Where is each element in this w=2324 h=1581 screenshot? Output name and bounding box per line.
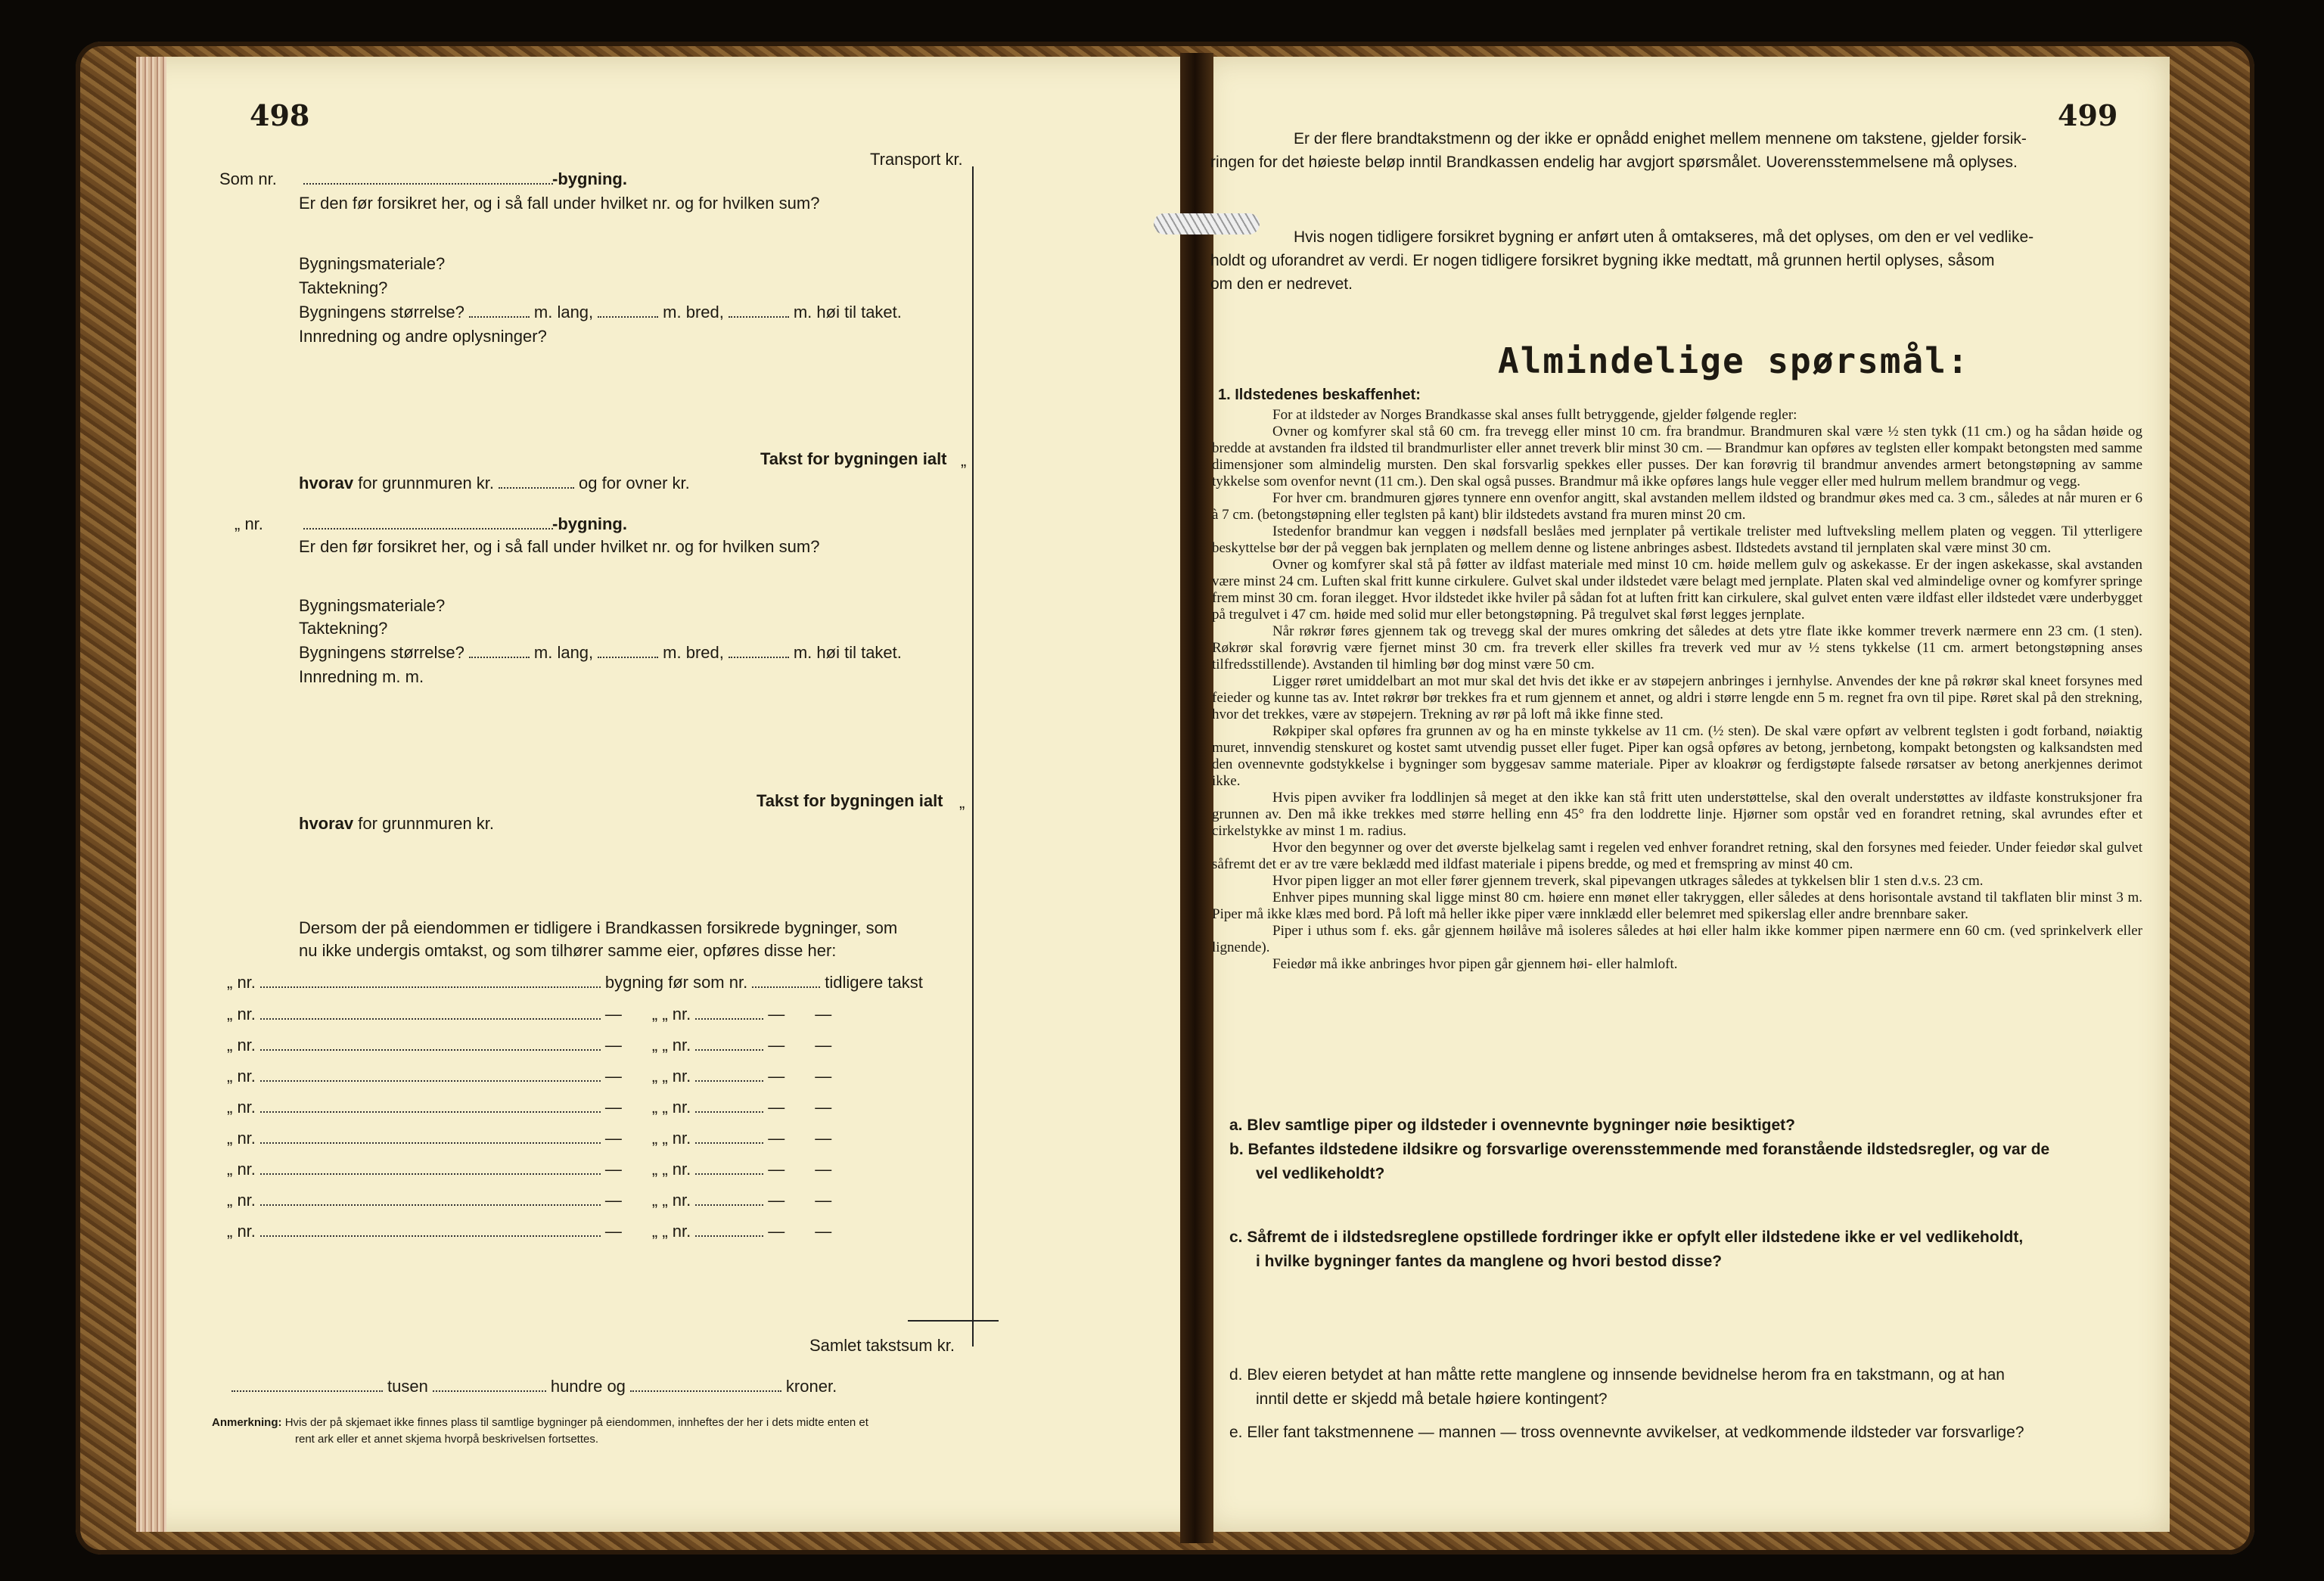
takst-ialt-label-2: Takst for bygningen ialt: [757, 791, 943, 810]
prior-row-label: „ nr.: [227, 1036, 256, 1055]
quote-mark-2: „: [959, 793, 965, 812]
intro-line-1: Er der flere brandtakstmenn og der ikke er opnådd enighet mellem mennene om takstene, gjelder forsik-: [1294, 130, 2027, 148]
innredning-label-2: Innredning m. m.: [299, 667, 424, 686]
prior-row-dash-2: —: [768, 1191, 785, 1210]
m-hoi-label-2: m. høi til taket.: [793, 643, 902, 662]
grunnmuren-label-2: for grunnmuren kr.: [358, 814, 495, 833]
rule-paragraph: Piper i uthus som f. eks. går gjennem høilåve må isoleres således at høi eller halm ikke kommer pipen nærmere enn 60 cm. (ved sprinkelverk eller lignende).: [1212, 923, 2142, 955]
prior-row: [227, 1161, 831, 1178]
prior-row-dash: —: [604, 1067, 622, 1086]
rule-paragraph: Røkpiper skal opføres fra grunnen av og ha en minste tykkelse av 11 cm. (½ sten). De skal være opført av velbrent teglsten i godt forband, nøiaktig muret, innvendig stenskuret og kostet samt utvendig pusset eller fuget. Piper kan også opføres av betong, jernbetong, kompakt betongsten og kalksandsten med den ovennevnte godstykkelse i bygninger som byggesav samme materiale. Piper av kloakrør og ferdigstøpte falsede rørsatser av betong anerkjennes derimot ikke.: [1212, 723, 2142, 789]
transport-label: Transport kr.: [870, 150, 963, 169]
rule-paragraph: Hvor den begynner og over det øverste bjelkelag samt i regelen ved enhver forandret retning, skal den forsynes med feieder. Under feiedør skal gulvet såfremt det er av tre være beklædd med ildfast materiale i pipens bredde, og med et fremspring av minst 40 cm.: [1212, 840, 2142, 872]
storrelse-label: Bygningens størrelse?: [299, 303, 464, 321]
section-1-title: 1. Ildstedenes beskaffenhet:: [1218, 387, 1421, 403]
hvorav-row-2: [299, 815, 494, 832]
quote-mark: „: [961, 451, 967, 470]
prior-row-nr: nr.: [672, 1191, 691, 1210]
m-lang-label: m. lang,: [533, 303, 594, 321]
question-c-1: c. Såfremt de i ildstedsreglene opstillede fordringer ikke er opfylt eller ildstedene ikke er vel vedlikeholdt,: [1229, 1228, 2024, 1246]
question-b-2: vel vedlikeholdt?: [1256, 1165, 1385, 1182]
prior-row-dash-3: —: [815, 1222, 832, 1241]
question-e: e. Eller fant takstmennene — mannen — tross ovennevnte avvikelser, at vedkommende ildsteder var forsvarlige?: [1229, 1424, 2024, 1441]
kroner-label: kroner.: [785, 1377, 837, 1396]
prior-row-label: „ nr.: [227, 1160, 256, 1179]
prior-row-nr: nr.: [672, 1036, 691, 1055]
intro-line-2: ringen for det høieste beløp inntil Brandkassen endelig har avgjort spørsmålet. Uoverensstemmelsene må oplyses.: [1210, 154, 2018, 171]
storrelse-label-2: Bygningens størrelse?: [299, 643, 464, 662]
m-bred-label: m. bred,: [663, 303, 724, 321]
prior-row-quotes: „ „: [651, 1005, 668, 1023]
prior-row: [227, 1130, 831, 1147]
forsikret-question-2: Er den før forsikret her, og i så fall under hvilket nr. og for hvilken sum?: [299, 537, 820, 556]
prior-row-dash-2: —: [768, 1129, 785, 1148]
prior-row-label: „ nr.: [227, 1098, 256, 1117]
hvorav-row: [299, 475, 690, 492]
prior-row: [227, 1192, 831, 1209]
prior-row-dash-3: —: [815, 1191, 832, 1210]
prior-row-dash-3: —: [815, 1129, 832, 1148]
rule-paragraph: Hvor pipen ligger an mot eller fører gjennem treverk, skal pipevangen utkrages således at tykkelsen blir 1 sten d.v.s. 23 cm.: [1272, 873, 1984, 889]
taktekning-label-2: Taktekning?: [299, 619, 388, 638]
materiale-label: Bygningsmateriale?: [299, 254, 446, 273]
prior-row-nr: nr.: [672, 1222, 691, 1241]
question-d-2: inntil dette er skjedd må betale høiere kontingent?: [1256, 1390, 1608, 1408]
dots-line-2: [299, 516, 558, 533]
taktekning-label: Taktekning?: [299, 278, 388, 297]
prior-row-label: „ nr.: [227, 1222, 256, 1241]
rule-paragraph: Ovner og komfyrer skal stå 60 cm. fra trevegg eller minst 10 cm. fra brandmur. Brandmuren skal være ½ sten tykk (11 cm.) og ha sådan høide og bredde at avstanden fra ildsted til brandmurlister eller annet treverk blir minst 30 cm. — Brandmur kan opføres av teglsten eller kompakt betongsten med samme dimensjoner som almindelig mursten. Den skal forsvarlig spekkes eller pusses. Der kan forøvrig til brandmur anvendes armert betongstøpning av samme tykkelse som ovenfor nevnt (11 cm.). Den skal også pusses. Brandmur må ikke opføres langs hule vegger eller med hulrum mellem brandmur og vegg.: [1212, 424, 2142, 489]
prior-row-nr: nr.: [672, 1067, 691, 1086]
rule-paragraph: Enhver pipes munning skal ligge minst 80 cm. høiere enn mønet eller takryggen, eller således at dens horisontale avstand til takflaten blir minst 3 m. Piper må ikke klæs med bord. På loft må heller ikke piper være innklædd eller belemret med spikerslag eller andre brennbare saker.: [1212, 890, 2142, 922]
storrelse-row: [299, 304, 902, 321]
dersom-line-1: Dersom der på eiendommen er tidligere i Brandkassen forsikrede bygninger, som: [299, 918, 898, 937]
page-edges: [136, 57, 166, 1532]
prior-row-nr: nr.: [672, 1005, 691, 1023]
prior-row-dash-2: —: [768, 1036, 785, 1055]
prior-row: [227, 1223, 831, 1240]
prior-row-dash: —: [604, 1160, 622, 1179]
hvis-line-3: om den er nedrevet.: [1210, 275, 1353, 293]
page-number-left: 498: [250, 98, 310, 132]
prior-row-quotes: „ „: [651, 1067, 668, 1086]
rule-paragraph: Feiedør må ikke anbringes hvor pipen går gjennem høi- eller halmloft.: [1272, 956, 1678, 972]
prior-row-nr: nr.: [672, 1160, 691, 1179]
prior-row-label: „ nr.: [227, 1067, 256, 1086]
som-nr-label: Som nr.: [219, 169, 277, 188]
anmerkning-block: [212, 1415, 1105, 1448]
prior-row-first: [227, 974, 923, 991]
innredning-label: Innredning og andre oplysninger?: [299, 327, 547, 346]
question-a: a. Blev samtlige piper og ildsteder i ovennevnte bygninger nøie besiktiget?: [1229, 1117, 1796, 1134]
prior-row-dash-3: —: [815, 1160, 832, 1179]
rule-paragraph: Ligger røret umiddelbart an mot mur skal det hvis det ikke er av støpejern anbringes i jernhylse. Anvendes der kne på røkrør skal kneet forsynes med feieder og kunne tas av. Intet røkrør bør trekkes fra et rum gjennem et annet, og aldri i større lengde enn 5 m. regnet fra ovn til pipe. Røret skal på den strekning, hvor det trekkes, være av støpejern. Trekning av rør på loft må ikke finne sted.: [1212, 673, 2142, 722]
prior-row-dash-3: —: [815, 1067, 832, 1086]
prior-row-dash-2: —: [768, 1098, 785, 1117]
prior-row-dash-3: —: [815, 1005, 832, 1023]
rule-paragraph: For at ildsteder av Norges Brandkasse skal anses fullt betryggende, gjelder følgende regler:: [1272, 407, 1797, 423]
dots-line: [299, 171, 558, 188]
prior-row-prefix: „ nr.: [227, 973, 256, 992]
sum-line: [908, 1320, 999, 1322]
intro-block: [1210, 127, 2148, 174]
prior-row-dash-3: —: [815, 1098, 832, 1117]
prior-row-quotes: „ „: [651, 1036, 668, 1055]
prior-row-dash: —: [604, 1222, 622, 1241]
question-b-1: b. Befantes ildstedene ildsikre og forsvarlige overensstemmende med foranstående ildstedsregler, og var de: [1229, 1141, 2050, 1158]
prior-row-label: „ nr.: [227, 1191, 256, 1210]
prior-row: [227, 1037, 831, 1054]
hvis-line-2: holdt og uforandret av verdi. Er nogen tidligere forsikret bygning ikke medtatt, må grunnen hertil oplyses, såsom: [1210, 252, 1995, 269]
m-bred-label-2: m. bred,: [663, 643, 724, 662]
prior-row-label: „ nr.: [227, 1129, 256, 1148]
prior-row-quotes: „ „: [651, 1129, 668, 1148]
anmerkning-text-1: Hvis der på skjemaet ikke finnes plass til samtlige bygninger på eiendommen, innheftes der her i dets midte enten et: [284, 1416, 868, 1429]
hvorav-label: hvorav: [299, 474, 354, 492]
prior-row-bygning: bygning før som nr.: [604, 973, 748, 992]
dersom-line-2: nu ikke undergis omtakst, og som tilhører samme eier, opføres disse her:: [299, 941, 837, 960]
hvis-line-1: Hvis nogen tidligere forsikret bygning er anført uten å omtakseres, må det oplyses, om den er vel vedlike-: [1294, 228, 2034, 246]
prior-row-dash-2: —: [768, 1067, 785, 1086]
hvorav-label-2: hvorav: [299, 814, 354, 833]
tusen-row: [227, 1378, 837, 1395]
prior-row-tidligere: tidligere takst: [825, 973, 923, 992]
prior-row-dash-3: —: [815, 1036, 832, 1055]
prior-row-label: „ nr.: [227, 1005, 256, 1023]
amount-column-line: [972, 166, 974, 1346]
question-d-1: d. Blev eieren betydet at han måtte rette manglene og innsende bevidnelse herom fra en takstmann, og at han: [1229, 1366, 2005, 1384]
prior-row-dash-2: —: [768, 1222, 785, 1241]
materiale-label-2: Bygningsmateriale?: [299, 596, 446, 615]
bygning-label: -bygning.: [552, 169, 627, 188]
prior-row: [227, 1099, 831, 1116]
question-c-2: i hvilke bygninger fantes da manglene og hvori bestod disse?: [1256, 1253, 1723, 1270]
prior-row-nr: nr.: [672, 1098, 691, 1117]
prior-row-quotes: „ „: [651, 1160, 668, 1179]
samlet-label: Samlet takstsum kr.: [809, 1336, 955, 1355]
bygning2-label: -bygning.: [552, 514, 627, 533]
prior-row-dash-2: —: [768, 1005, 785, 1023]
rule-paragraph: Hvis pipen avviker fra loddlinjen så meget at den ikke kan stå fritt uten understøttelse, skal den overalt understøttes av ildfaste konstruksjoner fra grunnen av. Den må ikke trekkes med større helling enn 45° fra den loddrette linje. Hjørner som opstår ved en forandret retning, skal avrundes efter et cirkelstykke av minst 1 m. radius.: [1212, 790, 2142, 839]
page-number-right: 499: [2058, 98, 2118, 132]
anmerkning-label: Anmerkning:: [212, 1416, 282, 1429]
rule-paragraph: Når røkrør føres gjennem tak og trevegg skal der mures omkring det således at dets ytre flate ikke kommer treverk nærmere enn 23 cm. (1 sten). Røkrør skal forøvrig være fjernet minst 30 cm. fra treverk eller skilles fra treverk ved mur av ½ stens tykkelse (11 cm. armert betongstøpning anses tilfredsstillende). Avstanden til himling bør dog minst være 50 cm.: [1212, 623, 2142, 672]
prior-row: [227, 1068, 831, 1085]
prior-row-quotes: „ „: [651, 1222, 668, 1241]
prior-row: [227, 1006, 831, 1023]
prior-row-dash-2: —: [768, 1160, 785, 1179]
takst-ialt-label: Takst for bygningen ialt: [760, 449, 947, 468]
anmerkning-text-2: rent ark eller et annet skjema hvorpå beskrivelsen fortsettes.: [295, 1433, 599, 1446]
rule-paragraph: For hver cm. brandmuren gjøres tynnere enn ovenfor angitt, skal avstanden mellem ildsted og brandmur økes med ca. 3 cm., således at når muren er 6 à 7 cm. (betongstøpning eller teglsten på kant) blir ildstedets avstand fra muren minst 20 cm.: [1212, 490, 2142, 523]
section-heading: Almindelige spørsmål:: [1498, 340, 1970, 381]
prior-row-dash: —: [604, 1005, 622, 1023]
forsikret-question: Er den før forsikret her, og i så fall under hvilket nr. og for hvilken sum?: [299, 194, 820, 213]
prior-row-dash: —: [604, 1191, 622, 1210]
hundre-label: hundre og: [550, 1377, 626, 1396]
m-lang-label-2: m. lang,: [533, 643, 594, 662]
m-hoi-label: m. høi til taket.: [793, 303, 902, 321]
hvis-block: [1210, 225, 2148, 296]
book-gutter: [1180, 53, 1213, 1543]
rules-block: [1212, 407, 2142, 973]
storrelse-row-2: [299, 645, 902, 661]
tusen-label: tusen: [387, 1377, 428, 1396]
prior-row-quotes: „ „: [651, 1098, 668, 1117]
rule-paragraph: Istedenfor brandmur kan veggen i nødsfall beslåes med jernplater på vertikale trelister med luftveksling mellem platen og veggen. Til ytterligere beskyttelse bør der på veggen bak jernplaten og mellem denne og listene anbringes asbest. Ildstedets avstand til jernplaten skal være minst 30 cm.: [1212, 523, 2142, 556]
prior-row-nr: nr.: [672, 1129, 691, 1148]
prior-row-dash: —: [604, 1129, 622, 1148]
rule-paragraph: Ovner og komfyrer skal stå på føtter av ildfast materiale med minst 10 cm. høide mellem gulv og askekasse. Er der ingen askekasse, skal avstanden være minst 24 cm. Luften skal fritt kunne cirkulere. Gulvet skal under ildstedet være belagt med jernplate. Platen skal ved almindelige ovner og komfyrer springe frem minst 30 cm. foran ilegget. Hvor ildstedet ikke hviler på sådan fot at luften fritt kan cirkulere, skal gulvet enten være ildfast eller ildstedet være underbygget på tregulvet i 47 cm. høide med solid mur eller betongstøpning. På tregulvet skal først legges jernplate.: [1212, 557, 2142, 623]
grunnmuren-label: for grunnmuren kr.: [358, 474, 495, 492]
prior-row-quotes: „ „: [651, 1191, 668, 1210]
ovner-label: og for ovner kr.: [579, 474, 690, 492]
nr2-label: „ nr.: [235, 514, 263, 533]
prior-row-dash: —: [604, 1036, 622, 1055]
prior-row-dash: —: [604, 1098, 622, 1117]
